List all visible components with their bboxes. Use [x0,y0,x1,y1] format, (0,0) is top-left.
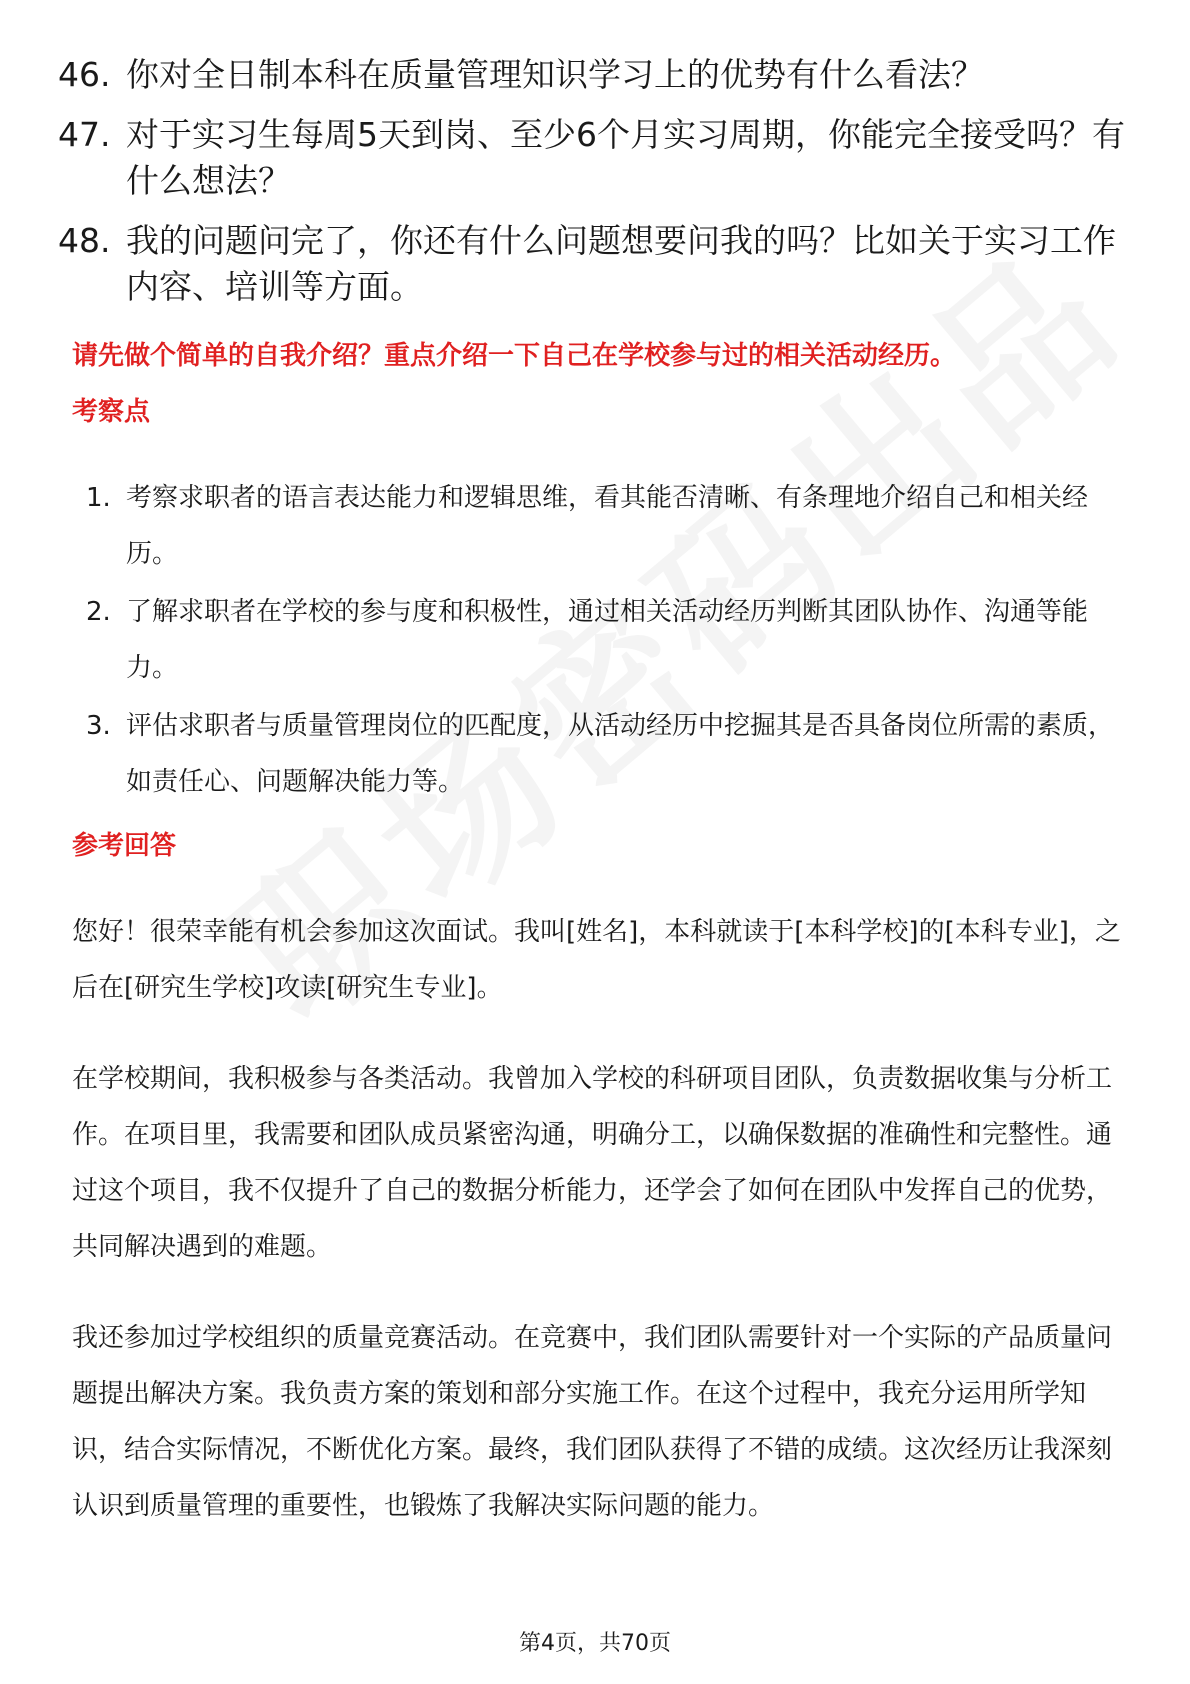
reference-answer-label: 参考回答 [72,831,177,861]
question-item [58,218,1128,310]
question-text: 对于实习生每周5天到岗、至少6个月实习周期，你能完全接受吗？有什么想法？ [126,115,1125,200]
exam-point-number: 2. [86,597,111,627]
page-footer: 第4页，共70页 [519,1631,671,1656]
question-text: 你对全日制本科在质量管理知识学习上的优势有什么看法？ [126,55,984,94]
exam-point [72,470,1122,582]
exam-point [72,698,1122,810]
exam-point-text: 评估求职者与质量管理岗位的匹配度，从活动经历中挖掘其是否具备岗位所需的素质，如责任心、问题解决能力等。 [126,711,1115,797]
exam-point-number: 1. [86,483,111,513]
exam-points-label: 考察点 [72,397,151,427]
answer-paragraph: 在学校期间，我积极参与各类活动。我曾加入学校的科研项目团队，负责数据收集与分析工作。在项目里，我需要和团队成员紧密沟通，明确分工，以确保数据的准确性和完整性。通过这个项目，我不仅提升了自己的数据分析能力，还学会了如何在团队中发挥自己的优势，共同解决遇到的难题。 [72,1064,1113,1262]
question-item [58,52,1128,98]
question-number: 47. [58,115,111,154]
exam-point-text: 考察求职者的语言表达能力和逻辑思维，看其能否清晰、有条理地介绍自己和相关经历。 [126,483,1089,569]
question-text: 我的问题问完了，你还有什么问题想要问我的吗？比如关于实习工作内容、培训等方面。 [126,221,1116,306]
answer-paragraph: 我还参加过学校组织的质量竞赛活动。在竞赛中，我们团队需要针对一个实际的产品质量问题提出解决方案。我负责方案的策划和部分实施工作。在这个过程中，我充分运用所学知识，结合实际情况，不断优化方案。最终，我们团队获得了不错的成绩。这次经历让我深刻认识到质量管理的重要性，也锻炼了我解决实际问题的能力。 [72,1323,1113,1521]
question-item [58,112,1128,204]
answer-paragraph: 您好！很荣幸能有机会参加这次面试。我叫[姓名]，本科就读于[本科学校]的[本科专业]，之后在[研究生学校]攻读[研究生专业]。 [72,917,1121,1003]
question-number: 48. [58,221,111,260]
exam-points-list [72,470,1122,812]
exam-point [72,584,1122,696]
interview-question-heading: 请先做个简单的自我介绍？重点介绍一下自己在学校参与过的相关活动经历。 [72,341,957,371]
question-list [58,52,1128,324]
question-number: 46. [58,55,111,94]
exam-point-text: 了解求职者在学校的参与度和积极性，通过相关活动经历判断其团队协作、沟通等能力。 [126,597,1089,683]
exam-point-number: 3. [86,711,111,741]
